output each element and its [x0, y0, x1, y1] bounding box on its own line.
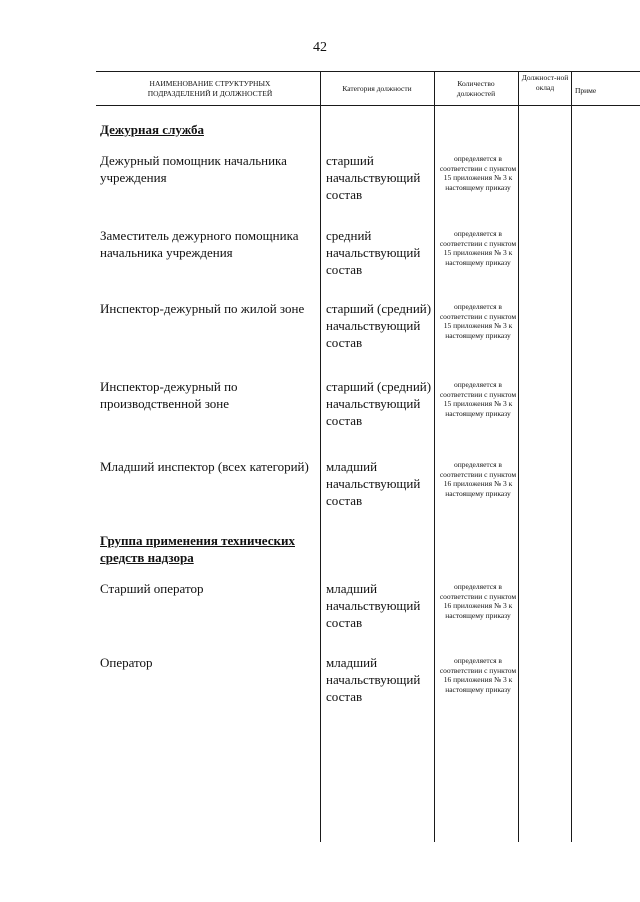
header-category-column: Категория должности	[342, 84, 412, 93]
position-quantity: определяется в соответствии с пунктом 15 приложения № 3 к настоящему приказу	[439, 154, 517, 192]
position-category: старший начальствующий состав	[326, 153, 421, 202]
position-name: Оператор	[100, 655, 153, 670]
header-salary-column: Должност-ной оклад	[521, 73, 569, 92]
position-quantity: определяется в соответствии с пунктом 16 приложения № 3 к настоящему приказу	[439, 582, 517, 620]
column-divider-2	[434, 71, 435, 842]
position-name: Дежурный помощник начальника учреждения	[100, 153, 287, 185]
header-note-column: Приме	[575, 86, 597, 95]
header-quantity-column: Количество должностей	[456, 79, 496, 98]
position-category: младший начальствующий состав	[326, 459, 421, 508]
column-divider-4	[571, 71, 572, 842]
position-name: Старший оператор	[100, 581, 204, 596]
header-name-column: НАИМЕНОВАНИЕ СТРУКТУРНЫХ ПОДРАЗДЕЛЕНИЙ И ДОЛЖНОСТЕЙ	[147, 79, 273, 98]
position-category: старший (средний) начальствующий состав	[326, 301, 432, 350]
position-category: младший начальствующий состав	[326, 581, 421, 630]
section-title: Группа применения технических средств надзора	[100, 533, 295, 565]
position-category: младший начальствующий состав	[326, 655, 421, 704]
position-quantity: определяется в соответствии с пунктом 15 приложения № 3 к настоящему приказу	[439, 302, 517, 340]
position-quantity: определяется в соответствии с пунктом 16 приложения № 3 к настоящему приказу	[439, 656, 517, 694]
position-name: Инспектор-дежурный по производственной зоне	[100, 379, 238, 411]
table-top-border	[96, 71, 640, 72]
position-quantity: определяется в соответствии с пунктом 15 приложения № 3 к настоящему приказу	[439, 229, 517, 267]
position-quantity: определяется в соответствии с пунктом 16 приложения № 3 к настоящему приказу	[439, 460, 517, 498]
position-name: Младший инспектор (всех категорий)	[100, 459, 309, 474]
position-category: средний начальствующий состав	[326, 228, 421, 277]
column-divider-1	[320, 71, 321, 842]
position-quantity: определяется в соответствии с пунктом 15 приложения № 3 к настоящему приказу	[439, 380, 517, 418]
position-category: старший (средний) начальствующий состав	[326, 379, 432, 428]
section-title: Дежурная служба	[100, 122, 204, 137]
position-name: Заместитель дежурного помощника начальника учреждения	[100, 228, 299, 260]
page-number: 42	[313, 40, 327, 55]
position-name: Инспектор-дежурный по жилой зоне	[100, 301, 305, 316]
header-bottom-border	[96, 105, 640, 106]
